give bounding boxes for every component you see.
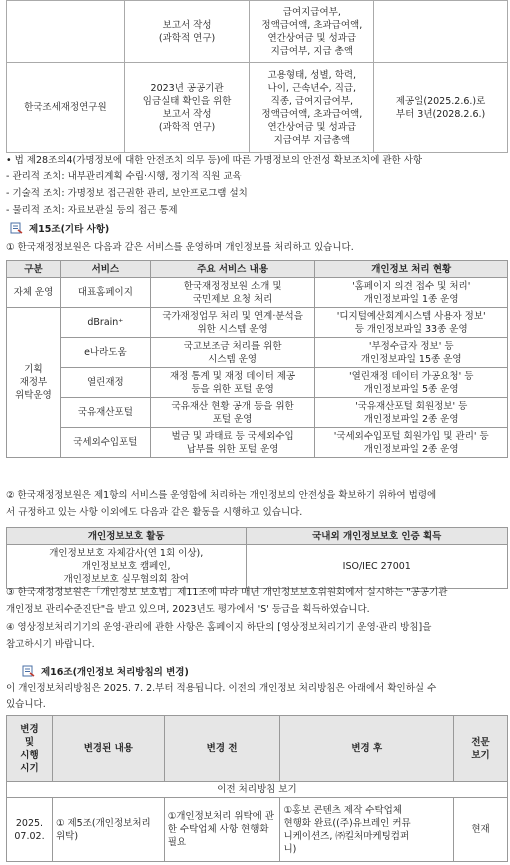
group-cell: 기획 재정부 위탁운영 [7,308,61,458]
table-row [7,63,508,153]
table-row: 자체 운영 대표홈페이지 한국재정정보원 소개 및 국민제보 요청 처리 '홈페이지 의견 접수 및 처리' 개인정보파일 1종 운영 [7,278,508,308]
table-row [7,1,508,63]
period-cell: 제공일(2025.2.6.)로 부터 3년(2028.2.6.) [374,63,508,153]
table-row: 국유재산포털 국유재산 현황 공개 등을 위한 포털 운영 '국유재산포털 회원정보' 등 개인정보파일 2종 운영 [7,398,508,428]
services-table [6,260,508,458]
recipient-cell [7,1,125,63]
items-cell: 급여지급여부, 정액급여액, 초과급여액, 연간상여금 및 성과급 지급여부, 지급 총액 [250,1,374,63]
period-cell [374,1,508,63]
table-row: e나라도움 국고보조금 처리를 위한 시스템 운영 '부정수급자 정보' 등 개인정보파일 15종 운영 [7,338,508,368]
table-row: 2025. 07.02. ① 제5조(개인정보처리 위탁) ①개인정보처리 위탁에 관 한 수탁업체 사항 현행화 필요 ①홍보 콘텐츠 제작 수탁업체 현행화 완료((주)유브레인 커뮤 니케이션즈, ㈜킬처마케팅컴퍼 니) 현재 [7,798,508,862]
data-provision-table [6,0,508,153]
activities-table [6,527,508,589]
article15-title: 제15조(기타 사항) [29,224,110,235]
change-history-table [6,715,508,862]
article16-title: 제16조(개인정보 처리방침의 변경) [41,667,189,678]
table-row: 기획 재정부 위탁운영 dBrain⁺ 국가재정업무 처리 및 연계·분석을 위한 시스템 운영 '디지털예산회계시스템 사용자 정보' 등 개인정보파일 33종 운영 [7,308,508,338]
article15-heading [10,221,109,235]
table-header-row: 변경 및 시행 시기 변경된 내용 변경 전 변경 후 전문 보기 [7,716,508,782]
table-header-row: 개인정보보호 활동 국내외 개인정보보호 인증 획득 [7,528,508,545]
document-icon [22,665,35,677]
prev-policy-link[interactable]: 이전 처리방침 보기 [7,782,508,798]
recipient-cell: 한국조세재정연구원 [7,63,125,153]
article15-intro: ① 한국재정정보원은 다음과 같은 서비스를 운영하며 개인정보를 처리하고 있습니다. [6,242,354,253]
table-row: 열린재정 재정 통계 및 재정 데이터 제공 등을 위한 포털 운영 '열린재정 데이터 가공요청' 등 개인정보파일 5종 운영 [7,368,508,398]
items-cell: 고용형태, 성별, 학력, 나이, 근속년수, 직급, 직종, 급여지급여부, 정액급여액, 초과급여액, 연간상여금 및 성과급 지급여부 지급총액 [250,63,374,153]
table-row: 개인정보보호 자체감사(연 1회 이상), 개인정보보호 캠페인, 개인정보보호 실무협의회 참여 ISO/IEC 27001 [7,545,508,589]
current-link[interactable]: 현재 [454,798,508,862]
article16-heading [22,664,189,678]
table-row: 국세외수입포털 벌금 및 과태료 등 국세외수입 납부를 위한 포털 운영 '국세외수입포털 회원가입 및 관리' 등 개인정보파일 2종 운영 [7,428,508,458]
table-header-row: 구분 서비스 주요 서비스 내용 개인정보 처리 현황 [7,261,508,278]
purpose-cell: 2023년 공공기관 임금실태 확인을 위한 보고서 작성 (과학적 연구) [124,63,250,153]
table-row [7,782,508,798]
document-page: 보고서 작성 (과학적 연구) 급여지급여부, 정액급여액, 초과급여액, 연간상여금 및 성과급 지급여부, 지급 총액 한국조세재정연구원 2023년 공공기관 임금실태 확인을 위한 보고서 작성 (과학적 연구) 고용형태, 성별, 학력, 나이, 근속년수, 직급, 직종, 급여지급여부, 정액급여액, 초과급여액, 연간상여금 및 성과급 지급여부 지급총액 제공일(2025.2.6.)로 부터 3년(2028.2.6.) • 법 제28조의4(가명정보에 대한 안전조치 의무 등)에 따른 가명정보의 안전성 확보조치에 관한 사항 - 관리적 조치: 내부관리계획 수립·시행, 정기적 직원 교육 - 기술적 조치: 가명정보 접근권한 관리, 보안프로그램 설치 - 물리적 조치: 자료보관실 등의 접근 통제 제15조(기타 사항) ① 한국재정정보원은 다음과 같은 서비스를 운영하며 개인정보를 처리하고 있습니다. 구분 서비스 주요 서비스 내용 개인정보 처리 현황 자체 운영 대표홈페이지 한국재정정보원 소개 및 국민제보 요청 처리 '홈페이지 의견 접수 및 처리' 개인정보파일 1종 운영 기획 재정부 위탁운영 dBrain⁺ 국가재정업무 처리 및 연계·분석을 위한 시스템 운영 '디지털예산회계시스템 사용자 정보' 등 개인정보파일 33종 운영 e나라도움 국고보조금 처리를 위한 시스템 운영 '부정수급자 정보' 등 개인정보파일 15종 운영 열린재정 재정 통계 및 재정 데이터 제공 등을 위한 포털 운영 '열린재정 데이터 가공요청' 등 개인정보파일 5종 운영 국유재산포털 국유재산 현황 공개 등을 위한 포털 운영 '국유재산포털 회원정보' 등 개인정보파일 2종 운영 국세외수입포털 벌금 및 과태료 등 국세외수입 납부를 위한 포털 운영 '국세외수입포털 회원가입 및 관리' 등 개인정보파일 2종 운영 ② 한국재정정보원은 제1항의 서비스를 운영함에 처리하는 개인정보의 안전성을 확보하기 위하여 법령에 서 규정하고 있는 사항 이외에도 다음과 같은 활동을 시행하고 있습니다. 개인정보보호 활동 국내외 개인정보보호 인증 획득 개인정보보호 자체감사(연 1회 이상), 개인정보보호 캠페인, 개인정보보호 실무협의회 참여 ISO/IEC 27001 ③ 한국재정정보원은「개인정보 보호법」제11조에 따라 매년 개인정보보호위원회에서 실시하는 "공공기관 개인정보 관리수준진단"을 받고 있으며, 2023년도 평가에서 'S' 등급을 획득하였습니다. ④ 영상정보처리기기의 운영·관리에 관한 사항은 홈페이지 하단의 [영상정보처리기기 운영·관리 방침]을 참고하시기 바랍니다. 제16조(개인정보 처리방침의 변경) 이 개인정보처리방침은 2025. 7. 2.부터 적용됩니다. 이전의 개인정보 처리방침은 아래에서 확인하실 수 있습니다. 변경 및 시행 시기 변경된 내용 변경 전 변경 후 전문 보기 이전 처리방침 보기 2025. 07.02. ① 제5조(개인정보처리 위탁) ①개인정보처리 위탁에 관 한 수탁업체 사항 현행화 필요 ①홍보 콘텐츠 제작 수탁업체 현행화 완료((주)유브레인 커뮤 니케이션즈, ㈜킬처마케팅컴퍼 니) 현재 [0,0,510,865]
document-icon [10,222,23,234]
purpose-cell: 보고서 작성 (과학적 연구) [124,1,250,63]
